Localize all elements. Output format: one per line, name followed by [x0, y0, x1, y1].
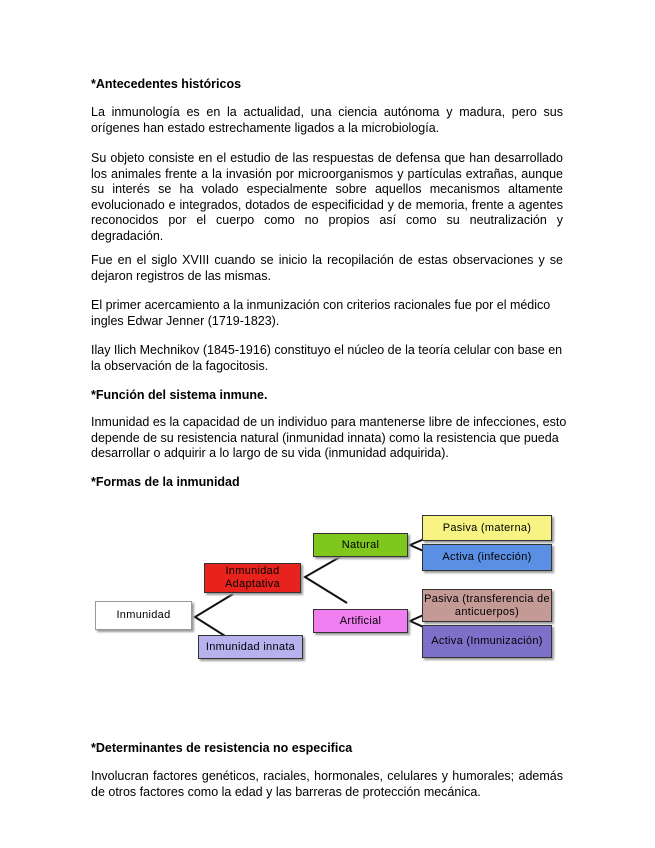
box-activa-infeccion: Activa (infección): [422, 544, 552, 571]
connector-adaptativa: [305, 553, 347, 603]
paragraph-jenner: El primer acercamiento a la inmunización con criterios racionales fue por el médico ingles Edwar Jenner (1719-1823).: [91, 298, 551, 328]
box-pasiva-materna: Pasiva (materna): [422, 515, 552, 541]
box-natural: Natural: [313, 533, 408, 557]
paragraph-determinantes: Involucran factores genéticos, raciales, hormonales, celulares y humorales; además de otros factores como la edad y las barreras de protección mecánica.: [91, 769, 563, 799]
paragraph-objeto: Su objeto consiste en el estudio de las respuestas de defensa que han desarrollado los animales frente a la invasión por microorganismos y partículas extrañas, aunque su interés se ha volado especialmente sobre aquellos mecanismos altamente evolucionado e integrados, dotados de especificidad y de memoria, frente a agentes reconocidos por el cuerpo como no propios así como su neutralización y degradación.: [91, 151, 563, 243]
box-inmunidad-innata: Inmunidad innata: [198, 635, 303, 659]
heading-determinantes: *Determinantes de resistencia no especifica: [91, 741, 353, 755]
paragraph-siglo-xviii: Fue en el siglo XVIII cuando se inicio la recopilación de estas observaciones y se dejaron registros de las mismas.: [91, 253, 563, 283]
connector-inmunidad: [195, 594, 233, 641]
heading-funcion: *Función del sistema inmune.: [91, 388, 268, 402]
box-artificial: Artificial: [313, 609, 408, 633]
box-activa-inmunizacion: Activa (Inmunización): [422, 625, 552, 658]
box-pasiva-transferencia: Pasiva (transferencia de anticuerpos): [422, 589, 552, 622]
box-inmunidad: Inmunidad: [95, 601, 192, 630]
paragraph-funcion: Inmunidad es la capacidad de un individuo para mantenerse libre de infecciones, esto depende de su resistencia natural (inmunidad innata) como la resistencia que pueda desarrollar o adquirir a lo largo de su vida (inmunidad adquirida).: [91, 415, 567, 460]
paragraph-inmunologia: La inmunología es en la actualidad, una ciencia autónoma y madura, pero sus orígenes han estado estrechamente ligados a la microbiología.: [91, 105, 563, 135]
heading-antecedentes: *Antecedentes históricos: [91, 77, 242, 91]
box-inmunidad-adaptativa: Inmunidad Adaptativa: [204, 563, 301, 593]
heading-formas: *Formas de la inmunidad: [91, 475, 240, 489]
paragraph-mechnikov: Ilay Ilich Mechnikov (1845-1916) constituyo el núcleo de la teoría celular con base en la observación de la fagocitosis.: [91, 343, 563, 373]
